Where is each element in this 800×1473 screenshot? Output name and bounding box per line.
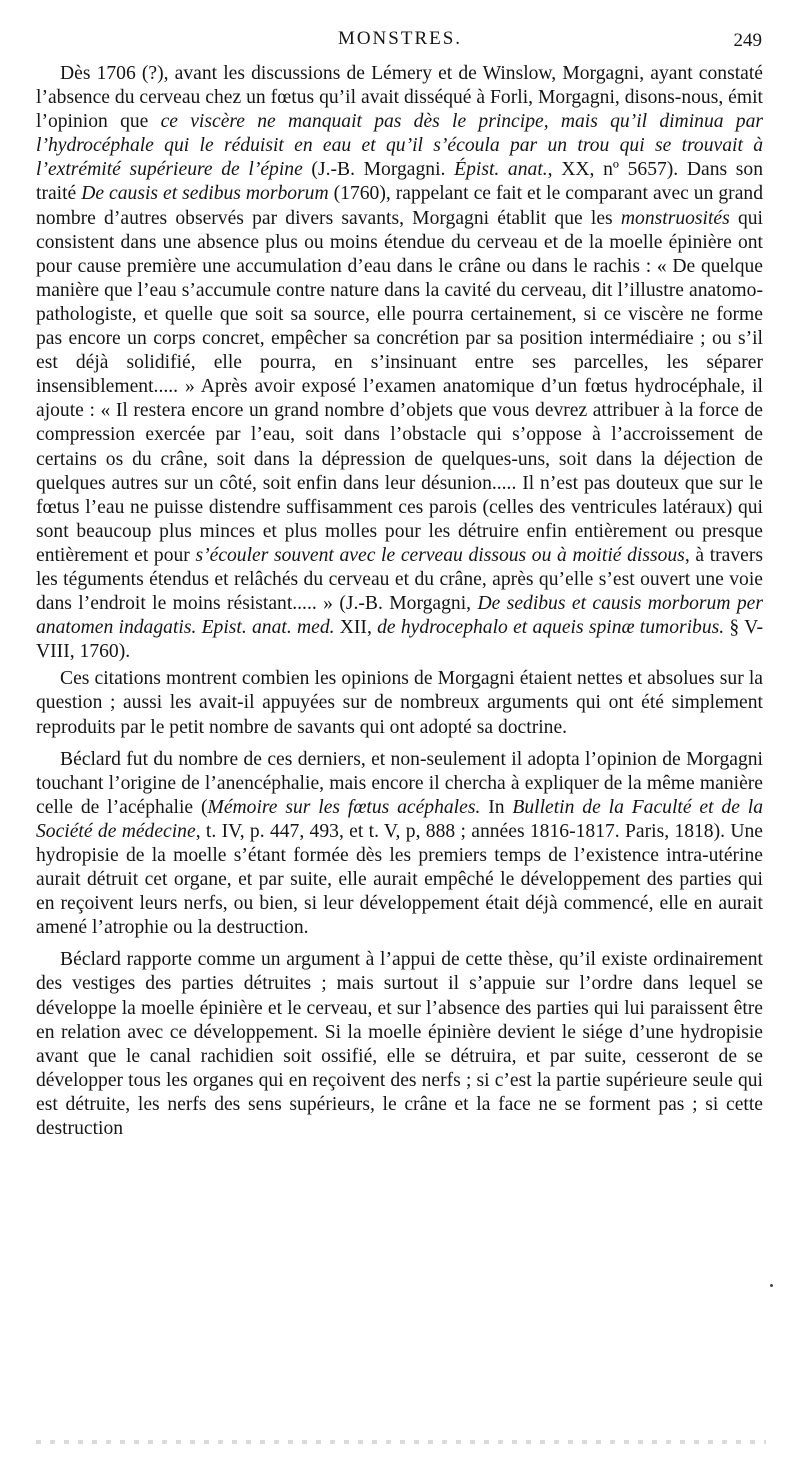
italic-run: De causis et sedibus morborum bbox=[81, 183, 329, 205]
page-number: 249 bbox=[733, 30, 762, 51]
paragraph bbox=[36, 948, 763, 1141]
text-run: (J.-B. Morgagni. bbox=[302, 159, 455, 181]
text-run: In bbox=[480, 796, 513, 818]
text-run: qui consistent dans une absence plus ou moins étendue du cerveau et de la moelle épinière ont pour cause première une accumulation d’eau dans le crâne ou dans le rachis : « De quelque manière que l’eau s’accumule contre nature dans la cavité du cerveau, dit l’illustre anatomo-pathologiste, et quelle que soit sa source, elle pourra certainement, si ce viscère ne forme pas encore un corps concret, empêcher sa concrétion par sa position intermédiaire ; ou s’il est déjà solidifié, elle pourra, en s’insinuant entre ses parcelles, les séparer insensiblement..... » Après avoir exposé l’examen anatomique d’un fœtus hydrocéphale, il ajoute : « Il restera encore un grand nombre d’objets que vous devrez attribuer à la force de compression exercée par l’eau, soit dans l’obstacle qui s’oppose à l’accroissement de certains os du crâne, soit dans la dépression de quelques-uns, soit dans la déjection de quelques autres sur un côté, soit enfin dans leur désunion..... Il n’est pas douteux que sur le fœtus l’eau ne puisse distendre suffisamment ces parois (celles des ventricules latéraux) qui sont beaucoup plus minces et plus molles pour les détruire enfin entièrement ou presque entièrement et pour bbox=[36, 207, 763, 566]
italic-run: Épist. anat. bbox=[454, 159, 548, 181]
text-run: § V-VIII, 1760). bbox=[36, 617, 763, 663]
italic-run: s’écouler souvent avec le cerveau dissous ou à moitié dissous bbox=[195, 544, 685, 566]
show-through-line bbox=[36, 1440, 766, 1444]
text-run: Ces citations montrent combien les opinions de Morgagni étaient nettes et absolues sur la question ; aussi les avait-il appuyées sur de nombreux arguments qui ont été simplement reproduits par le petit nombre de savants qui ont adopté sa doctrine. bbox=[36, 668, 763, 738]
italic-run: de hydrocephalo et aqueis spinæ tumoribus. bbox=[377, 617, 725, 639]
text-run: Dès 1706 (?), avant les discussions de Lémery et de Winslow, Morgagni, ayant constaté l’absence du cerveau chez un fœtus qu’il avait disséqué à Forli, Morgagni, disons-nous, émit l’opinion que bbox=[36, 63, 763, 133]
italic-run: monstruosités bbox=[620, 207, 730, 229]
paragraph bbox=[36, 667, 763, 739]
text-run: (1760), rappelant ce fait et le comparant avec un grand nombre d’autres observés par divers savants, Morgagni établit que les bbox=[36, 183, 763, 229]
italic-run: Mémoire sur les fœtus acéphales. bbox=[207, 796, 481, 818]
italic-run: De sedibus et causis morborum per anatomen indagatis. Epist. anat. med. bbox=[36, 593, 764, 639]
paragraph bbox=[36, 748, 763, 941]
text-run: , à travers les téguments étendus et relâchés du cerveau et du crâne, après qu’elle s’est ouvert une voie dans l’endroit le moins résistant..... » (J.-B. Morgagni, bbox=[36, 544, 763, 615]
text-run: XII, bbox=[334, 617, 378, 639]
italic-run: ce viscère ne manquait pas dès le principe, mais qu’il diminua par l’hydrocéphale qui le réduisit en eau et qu’il s’écoula par un trou qui se trouvait à l’extrémité supérieure de l’épine bbox=[36, 111, 763, 181]
running-head bbox=[0, 28, 800, 56]
ink-speck bbox=[770, 1284, 773, 1287]
text-run: Béclard rapporte comme un argument à l’appui de cette thèse, qu’il existe ordinairement des vestiges des parties détruites ; mais surtout il s’appuie sur l’ordre dans lequel se développe la moelle épinière et le cerveau, et sur l’absence des parties qui lui paraissent être en relation avec ce développement. Si la moelle épinière devient le siége d’une hydropisie avant que le canal rachidien soit ossifié, elle se détruira, et par suite, cesseront de se développer tous les organes qui en reçoivent des nerfs ; si c’est la partie supérieure seule qui est détruite, les nerfs des sens supérieurs, le crâne et la face ne se forment pas ; si cette destruction bbox=[36, 949, 763, 1140]
text-run: , t. IV, p. 447, 493, et t. V, p, 888 ; années 1816-1817. Paris, 1818). Une hydropisie de la moelle s’étant formée dès les premiers temps de l’existence intra-utérine aurait détruit cet organe, et par suite, elle aurait empêché le développement des parties qui en reçoivent leurs nerfs, ou bien, si leur développement était déjà commencé, elle en aurait amené l’atrophie ou la destruction. bbox=[36, 820, 763, 939]
body-text bbox=[36, 62, 763, 1143]
paragraph bbox=[36, 62, 763, 664]
text-run: , XX, nº 5657). Dans son traité bbox=[36, 159, 763, 205]
text-run: Béclard fut du nombre de ces derniers, et non-seulement il adopta l’opinion de Morgagni touchant l’origine de l’anencéphalie, mais encore il chercha à expliquer de la même manière celle de l’acéphalie ( bbox=[36, 748, 763, 818]
running-title: MONSTRES. bbox=[337, 28, 463, 49]
italic-run: Bulletin de la Faculté et de la Société de médecine bbox=[36, 796, 763, 842]
